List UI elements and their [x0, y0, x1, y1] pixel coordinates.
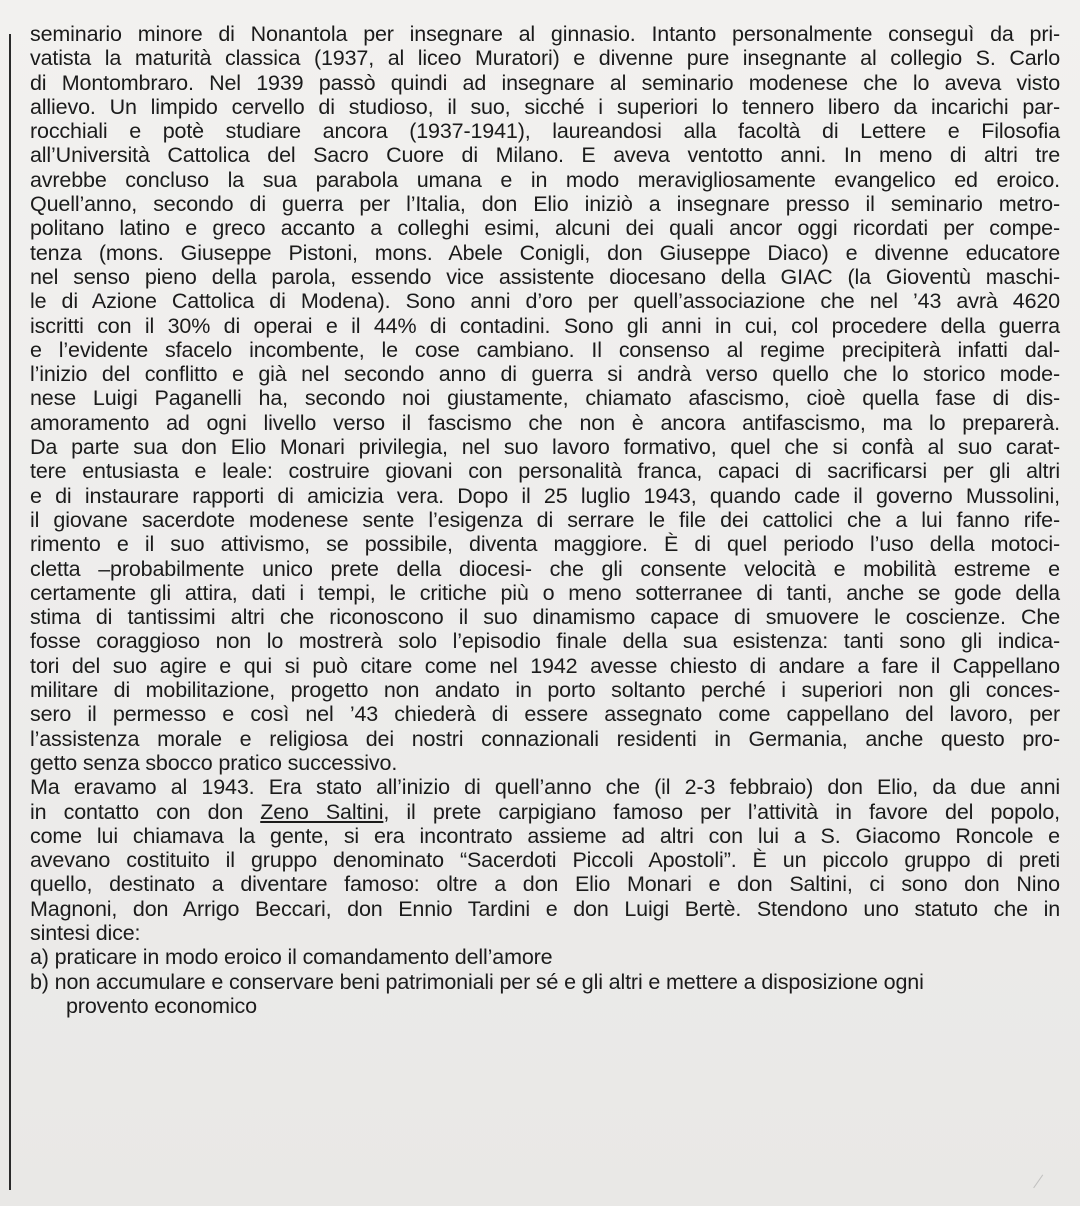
text-line-20: e di instaurare rapporti di amicizia vera. Dopo il 25 luglio 1943, quando cade il governo Mussolini,: [30, 483, 1060, 508]
text-line-14: e l’evidente sfacelo incombente, le cose cambiano. Il consenso al regime precipiterà infatti dal-: [30, 337, 1060, 362]
text-line-17: amoramento ad ogni livello verso il fascismo che non è ancora antifascismo, ma lo preparerà.: [30, 410, 1060, 435]
text-line-27: tori del suo agire e qui si può citare come nel 1942 avesse chiesto di andare a fare il Cappellano: [30, 653, 1060, 678]
text-line-2: vatista la maturità classica (1937, al liceo Muratori) e divenne pure insegnante al collegio S. Carlo: [30, 46, 1060, 71]
text-line-33: [30, 800, 1060, 824]
text-line-9: politano latino e greco accanto a colleghi esimi, alcuni dei quali ancor oggi ricordati per compe-: [30, 216, 1060, 241]
list-item-a: a) praticare in modo eroico il comandamento dell’amore: [30, 945, 553, 970]
text-line-18: Da parte sua don Elio Monari privilegia, nel suo lavoro formativo, quel che si confà al suo carat-: [30, 435, 1060, 460]
scan-mark: [1033, 1175, 1068, 1206]
text-line-12: le di Azione Cattolica di Modena). Sono anni d’oro per quell’associazione che nel ’43 avrà 4620: [30, 289, 1060, 314]
text-line-37: Magnoni, don Arrigo Beccari, don Ennio Tardini e don Luigi Bertè. Stendono uno statuto che in: [30, 896, 1060, 921]
text-line-8: Quell’anno, secondo di guerra per l’Italia, don Elio iniziò a insegnare presso il seminario metro-: [30, 192, 1060, 217]
text-line-36: quello, destinato a diventare famoso: oltre a don Elio Monari e don Saltini, ci sono don Nino: [30, 872, 1060, 897]
text-line-11: nel senso pieno della parola, essendo vice assistente diocesano della GIAC (la Gioventù maschi-: [30, 264, 1060, 289]
text-line-3: di Montombraro. Nel 1939 passò quindi ad insegnare al seminario modenese che lo aveva visto: [30, 70, 1060, 95]
text-line-10: tenza (mons. Giuseppe Pistoni, mons. Abele Conigli, don Giuseppe Diaco) e divenne educatore: [30, 240, 1060, 265]
text-line-35: avevano costituito il gruppo denominato “Sacerdoti Piccoli Apostoli”. È un piccolo gruppo di preti: [30, 848, 1060, 873]
text-line-32: Ma eravamo al 1943. Era stato all’inizio di quell’anno che (il 2-3 febbraio) don Elio, da due anni: [30, 775, 1060, 800]
text-line-23: cletta –probabilmente unico prete della diocesi- che gli consente velocità e mobilità estreme e: [30, 556, 1060, 581]
underlined-name: Zeno Saltini: [260, 799, 384, 824]
text-line-22: rimento e il suo attivismo, se possibile, diventa maggiore. È di quel periodo l’uso della motoci-: [30, 532, 1060, 557]
text-line-28: militare di mobilitazione, progetto non andato in porto soltanto perché i superiori non gli conces-: [30, 678, 1060, 703]
text-line-6: all’Università Cattolica del Sacro Cuore di Milano. E aveva ventotto anni. In meno di altri tre: [30, 143, 1060, 168]
article-text: [30, 22, 1060, 1018]
text-line-4: allievo. Un limpido cervello di studioso, il suo, sicché i superiori lo tennero libero da incarichi par-: [30, 94, 1060, 119]
text-line-13: iscritti con il 30% di operai e il 44% di contadini. Sono gli anni in cui, col procedere della guerra: [30, 313, 1060, 338]
text-line-5: rocchiali e potè studiare ancora (1937-1941), laureandosi alla facoltà di Lettere e Filosofia: [30, 119, 1060, 144]
text-line-30: l’assistenza morale e religiosa dei nostri connazionali residenti in Germania, anche questo pro-: [30, 726, 1060, 751]
text-line-19: tere entusiasta e leale: costruire giovani con personalità franca, capaci di sacrificarsi per gli altri: [30, 459, 1060, 484]
text-line-33-after: , il prete carpigiano famoso per l’attività in favore del popolo,: [383, 799, 1060, 824]
text-line-38: sintesi dice:: [30, 920, 141, 945]
list-item-b: b) non accumulare e conservare beni patrimoniali per sé e gli altri e mettere a disposizione ogni: [30, 969, 924, 994]
text-line-25: stima di tantissimi altri che riconoscono il suo dinamismo capace di smuovere le coscienze. Che: [30, 605, 1060, 630]
text-line-24: certamente gli attira, dati i tempi, le critiche più o meno sotterranee di tanti, anche se gode della: [30, 580, 1060, 605]
text-line-15: l’inizio del conflitto e già nel secondo anno di guerra si andrà verso quello che lo storico mode-: [30, 362, 1060, 387]
list-item-b-continuation: provento economico: [66, 993, 257, 1018]
text-line-1: seminario minore di Nonantola per insegnare al ginnasio. Intanto personalmente conseguì da pri-: [30, 22, 1060, 46]
text-line-33-before: in contatto con don: [30, 799, 261, 824]
text-line-16: nese Luigi Paganelli ha, secondo noi giustamente, chiamato afascismo, cioè quella fase di dis-: [30, 386, 1060, 411]
margin-rule: [9, 34, 11, 1190]
text-line-31: getto senza sbocco pratico successivo.: [30, 750, 398, 775]
text-line-29: sero il permesso e così nel ’43 chiederà di essere assegnato come cappellano del lavoro, per: [30, 702, 1060, 727]
text-line-7: avrebbe concluso la sua parabola umana e in modo meravigliosamente evangelico ed eroico.: [30, 167, 1060, 192]
text-line-26: fosse coraggioso non lo mostrerà solo l’episodio finale della sua esistenza: tanti sono gli indica-: [30, 629, 1060, 654]
text-line-34: come lui chiamava la gente, si era incontrato assieme ad altri con lui a S. Giacomo Roncole e: [30, 823, 1060, 848]
text-line-21: il giovane sacerdote modenese sente l’esigenza di serrare le file dei cattolici che a lui fanno rife-: [30, 507, 1060, 532]
